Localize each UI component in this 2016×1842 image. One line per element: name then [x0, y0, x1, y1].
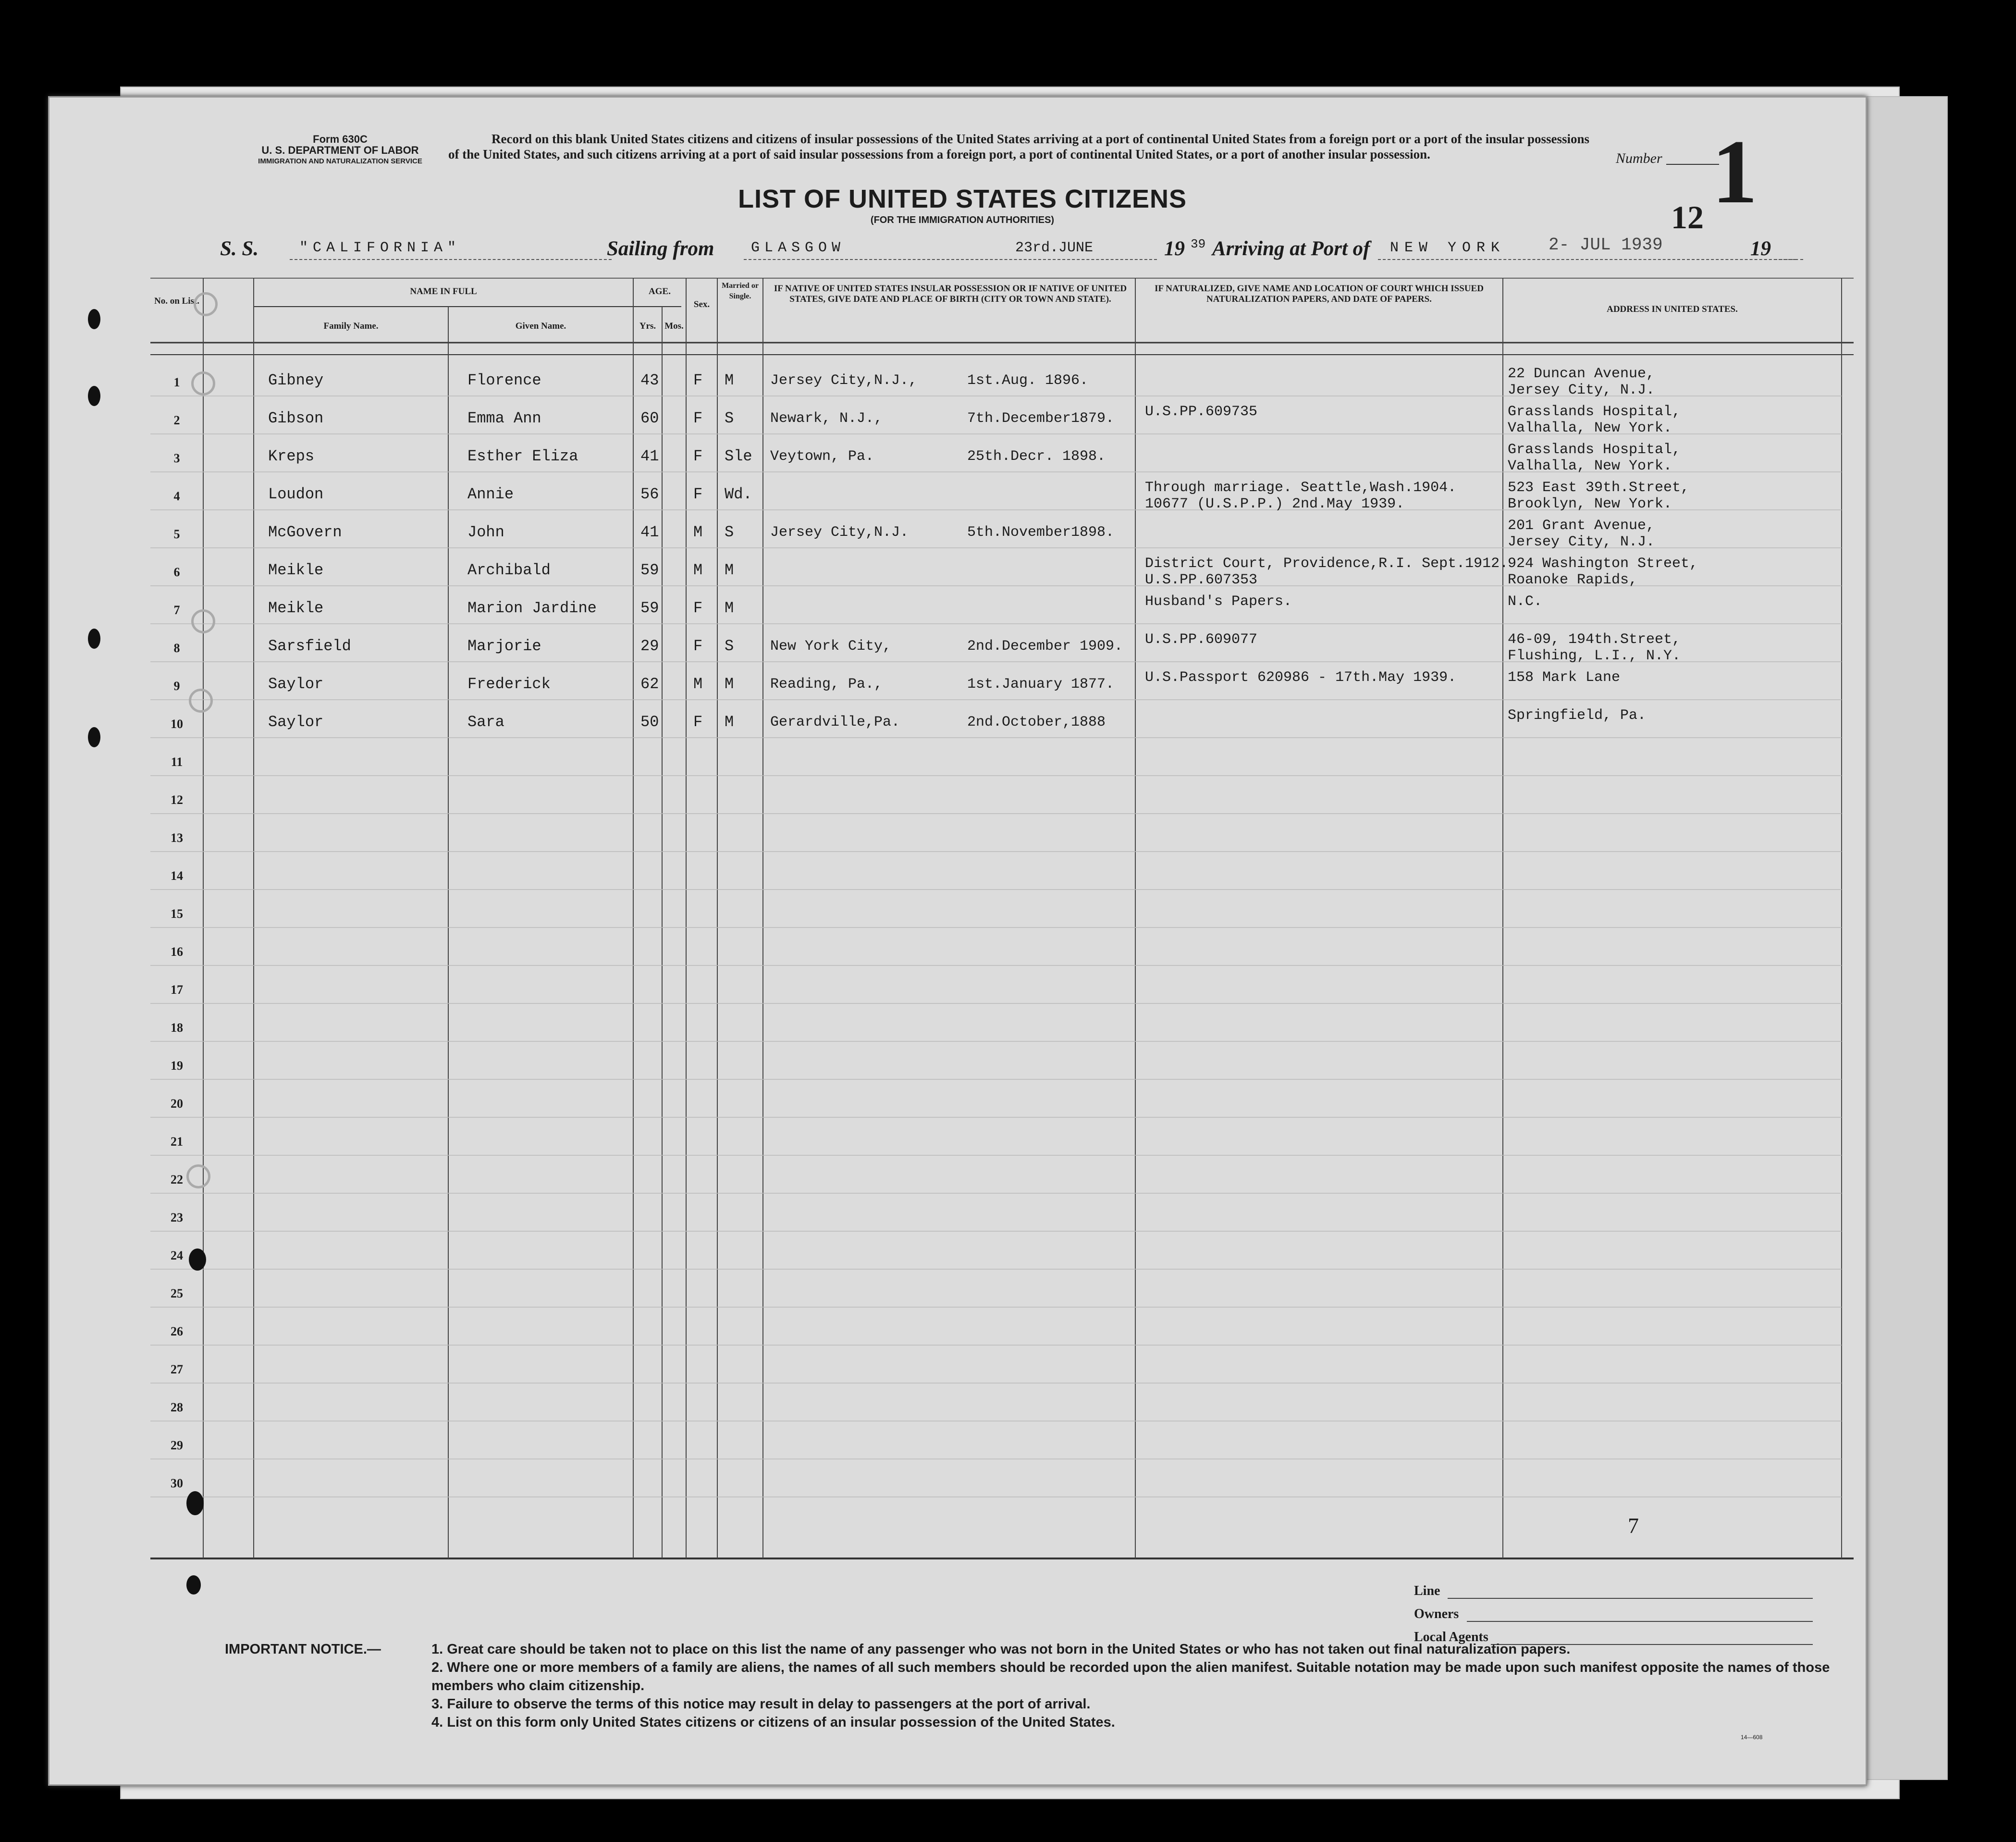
row-number: 10	[171, 717, 183, 731]
binder-hole	[186, 1491, 204, 1515]
header-birth: IF NATIVE OF UNITED STATES INSULAR POSSESSION OR IF NATIVE OF UNITED STATES, GIVE DATE AND PLACE OF BIRTH (CITY OR TOWN AND STATE).	[774, 284, 1127, 304]
header-mos: Mos.	[664, 321, 684, 331]
cell-addr1: 22 Duncan Avenue,	[1508, 366, 1655, 382]
printer-code: 14—608	[1741, 1734, 1763, 1741]
cell-ms: S	[725, 409, 734, 427]
row-number: 7	[173, 603, 180, 617]
cell-addr2: Valhalla, New York.	[1508, 420, 1672, 436]
cell-addr2: Jersey City, N.J.	[1508, 382, 1655, 398]
department-name: U. S. DEPARTMENT OF LABOR	[261, 144, 419, 156]
ss-label: S. S.	[220, 237, 259, 260]
number-underline	[1666, 164, 1719, 165]
row-number: 25	[171, 1286, 183, 1300]
cell-addr2: Valhalla, New York.	[1508, 458, 1672, 474]
cell-birth-place: Jersey City,N.J.	[770, 524, 909, 541]
port-from-blank	[744, 259, 1157, 260]
voyage-line	[49, 237, 1846, 266]
row-number: 21	[171, 1135, 183, 1149]
cell-ms: M	[725, 599, 734, 617]
cell-birth-date: 2nd.October,1888	[967, 714, 1106, 730]
cell-addr1: Grasslands Hospital,	[1508, 404, 1681, 420]
header-yrs: Yrs.	[639, 321, 656, 331]
cell-birth-place: Reading, Pa.,	[770, 676, 883, 692]
cell-given: Esther Eliza	[467, 447, 578, 465]
cell-nat1: Husband's Papers.	[1145, 593, 1292, 610]
local-agents-label: Local Agents	[1414, 1630, 1488, 1644]
cell-ms: Wd.	[725, 485, 752, 503]
cell-addr1: Springfield, Pa.	[1508, 707, 1647, 724]
row-number: 16	[171, 945, 183, 959]
page-title: LIST OF UNITED STATES CITIZENS	[738, 185, 1187, 213]
cell-given: Archibald	[467, 561, 551, 579]
cell-nat1: U.S.Passport 620986 - 17th.May 1939.	[1145, 669, 1457, 686]
cell-sex: F	[693, 447, 703, 465]
row-number: 11	[171, 755, 183, 769]
cell-sex: F	[693, 371, 703, 389]
notice-item-4: 4. List on this form only United States citizens or citizens of an insular possession of the United States.	[431, 1715, 1115, 1730]
cell-given: Sara	[467, 713, 504, 731]
number-label: Number	[1616, 150, 1662, 166]
cell-ms: Sle	[725, 447, 752, 465]
form-identifier	[220, 134, 460, 167]
port-to-blank	[1378, 259, 1796, 260]
cell-given: Emma Ann	[467, 409, 541, 427]
document-page	[48, 96, 1867, 1786]
header-married-single: Married or Single.	[722, 282, 759, 300]
cell-family: McGovern	[268, 523, 342, 541]
row-number: 12	[171, 793, 183, 807]
cell-given: Marion Jardine	[467, 599, 597, 617]
cell-age: 62	[640, 675, 659, 693]
binder-hole	[186, 1575, 201, 1595]
header-naturalized: IF NATURALIZED, GIVE NAME AND LOCATION OF COURT WHICH ISSUED NATURALIZATION PAPERS, AND DATE OF PAPERS.	[1155, 284, 1484, 304]
cell-sex: F	[693, 637, 703, 655]
row-number: 17	[171, 983, 183, 997]
header-age: AGE.	[649, 286, 671, 297]
cell-family: Kreps	[268, 447, 315, 465]
cell-birth-date: 7th.December1879.	[967, 410, 1115, 427]
binder-hole	[88, 727, 100, 747]
notice-item-2: 2. Where one or more members of a family are aliens, the names of all such members should be recorded upon the alien manifest. Suitable notation may be made upon such manifest opposite the names of those members who claim citizenship.	[431, 1660, 1830, 1694]
cell-given: Annie	[467, 485, 514, 503]
row-number: 29	[171, 1438, 183, 1452]
background-sheet	[1864, 96, 1948, 1780]
cell-addr1: N.C.	[1508, 593, 1543, 610]
cell-sex: F	[693, 599, 703, 617]
arrival-stamp: 2- JUL 1939	[1549, 235, 1663, 255]
header-address: ADDRESS IN UNITED STATES.	[1607, 304, 1738, 314]
row-number: 9	[173, 679, 180, 693]
cell-age: 50	[640, 713, 659, 731]
cell-birth-place: Jersey City,N.J.,	[770, 372, 918, 389]
cell-family: Sarsfield	[268, 637, 351, 655]
year-blank-2	[1774, 259, 1803, 260]
notice-item-3: 3. Failure to observe the terms of this notice may result in delay to passengers at the port of arrival.	[431, 1696, 1091, 1712]
ship-blank	[290, 259, 612, 260]
row-number: 20	[171, 1097, 183, 1111]
cell-birth-date: 5th.November1898.	[967, 524, 1115, 541]
header-family-name: Family Name.	[323, 321, 379, 331]
year-prefix-2: 19	[1750, 237, 1771, 260]
list-number: 1	[1712, 122, 1758, 223]
cell-sex: F	[693, 485, 703, 503]
line-blank	[1448, 1598, 1813, 1599]
page-subtitle: (FOR THE IMMIGRATION AUTHORITIES)	[870, 215, 1055, 225]
year-prefix: 19	[1164, 237, 1185, 260]
important-notice	[225, 1640, 1858, 1731]
cell-sex: M	[693, 523, 703, 541]
binder-hole	[88, 629, 100, 649]
cell-addr1: 201 Grant Avenue,	[1508, 518, 1655, 534]
binder-ring	[191, 609, 215, 633]
sailing-label: Sailing from	[607, 237, 714, 260]
binder-ring	[194, 292, 218, 316]
cell-sex: M	[693, 561, 703, 579]
cell-ms: M	[725, 561, 734, 579]
cell-family: Gibney	[268, 371, 324, 389]
passenger-table	[150, 278, 1854, 1573]
cell-addr2: Roanoke Rapids,	[1508, 572, 1638, 588]
cell-addr2: Brooklyn, New York.	[1508, 496, 1672, 512]
cell-addr2: Jersey City, N.J.	[1508, 534, 1655, 550]
row-number: 6	[173, 565, 180, 579]
cell-given: John	[467, 523, 504, 541]
cell-sex: F	[693, 713, 703, 731]
cell-family: Loudon	[268, 485, 324, 503]
cell-age: 41	[640, 523, 659, 541]
header-given-name: Given Name.	[515, 321, 566, 331]
cell-ms: M	[725, 713, 734, 731]
margin-note: 7	[1628, 1513, 1639, 1538]
row-number: 5	[173, 527, 180, 541]
cell-age: 41	[640, 447, 659, 465]
form-number: Form 630C	[313, 133, 368, 145]
cell-sex: M	[693, 675, 703, 693]
arriving-label: Arriving at Port of	[1212, 237, 1370, 260]
port-to: NEW YORK	[1390, 240, 1506, 256]
ship-name: "CALIFORNIA"	[299, 240, 461, 256]
cell-birth-place: Gerardville,Pa.	[770, 714, 900, 730]
cell-nat1: Through marriage. Seattle,Wash.1904.	[1145, 480, 1457, 496]
header-name-in-full: NAME IN FULL	[410, 286, 477, 297]
cell-family: Meikle	[268, 599, 324, 617]
cell-addr1: 46-09, 194th.Street,	[1508, 631, 1681, 648]
cell-birth-place: New York City,	[770, 638, 892, 655]
cell-birth-date: 1st.Aug. 1896.	[967, 372, 1089, 389]
cell-birth-place: Newark, N.J.,	[770, 410, 883, 427]
binder-ring	[191, 371, 215, 396]
cell-nat1: U.S.PP.609077	[1145, 631, 1258, 648]
cell-family: Saylor	[268, 713, 324, 731]
owners-label: Owners	[1414, 1607, 1459, 1621]
notice-item-1: 1. Great care should be taken not to place on this list the name of any passenger who was not born in the United States or who has not taken out final naturalization papers.	[431, 1642, 1571, 1657]
cell-age: 29	[640, 637, 659, 655]
cell-addr1: 924 Washington Street,	[1508, 556, 1698, 572]
year-suffix: 39	[1191, 237, 1206, 251]
cell-ms: S	[725, 523, 734, 541]
cell-family: Saylor	[268, 675, 324, 693]
cell-ms: M	[725, 675, 734, 693]
owners-blank	[1467, 1621, 1813, 1622]
cell-nat1: U.S.PP.609735	[1145, 404, 1258, 420]
row-number: 26	[171, 1324, 183, 1338]
row-number: 23	[171, 1211, 183, 1224]
row-number: 3	[173, 451, 180, 465]
row-number: 18	[171, 1021, 183, 1035]
header-sex: Sex.	[693, 299, 710, 309]
cell-family: Gibson	[268, 409, 324, 427]
binder-hole	[88, 309, 100, 329]
row-number: 1	[173, 375, 180, 389]
sailing-date: 23rd.JUNE	[1015, 240, 1094, 256]
cell-nat2: U.S.PP.607353	[1145, 572, 1258, 588]
row-number: 30	[171, 1476, 183, 1490]
row-number: 27	[171, 1362, 183, 1376]
row-number: 4	[173, 489, 180, 503]
row-number: 28	[171, 1400, 183, 1414]
binder-hole	[88, 386, 100, 406]
cell-given: Florence	[467, 371, 541, 389]
notice-heading: IMPORTANT NOTICE.—	[225, 1642, 381, 1657]
instructions-text: Record on this blank United States citizens and citizens of insular possessions of the United States arriving at a port of continental United States from a foreign port or a port of the insular possessions of the United States, and such citizens arriving at a port of said insular possessions from a foreign port, a port of continental United States, or a port of another insular possession.	[448, 132, 1590, 161]
cell-sex: F	[693, 409, 703, 427]
row-number: 13	[171, 831, 183, 845]
row-number: 14	[171, 869, 183, 883]
cell-nat1: District Court, Providence,R.I. Sept.1912.	[1145, 556, 1509, 572]
row-number: 8	[173, 641, 180, 655]
port-from: GLASGOW	[751, 240, 846, 256]
row-number: 19	[171, 1059, 183, 1073]
binder-ring	[186, 1164, 210, 1188]
row-number: 2	[173, 413, 180, 427]
cell-addr1: Grasslands Hospital,	[1508, 442, 1681, 458]
cell-addr1: 523 East 39th.Street,	[1508, 480, 1690, 496]
cell-family: Meikle	[268, 561, 324, 579]
sub-number: 12	[1671, 199, 1704, 235]
cell-given: Marjorie	[467, 637, 541, 655]
binder-ring	[189, 689, 213, 713]
cell-age: 60	[640, 409, 659, 427]
binder-hole	[189, 1249, 206, 1271]
row-number: 22	[171, 1173, 183, 1187]
row-number: 24	[171, 1249, 183, 1262]
cell-nat2: 10677 (U.S.P.P.) 2nd.May 1939.	[1145, 496, 1405, 512]
cell-addr2: Flushing, L.I., N.Y.	[1508, 648, 1681, 664]
cell-age: 43	[640, 371, 659, 389]
cell-birth-place: Veytown, Pa.	[770, 448, 874, 465]
cell-age: 59	[640, 561, 659, 579]
line-label: Line	[1414, 1583, 1440, 1598]
row-number: 15	[171, 907, 183, 921]
cell-ms: S	[725, 637, 734, 655]
service-name: IMMIGRATION AND NATURALIZATION SERVICE	[258, 157, 422, 165]
cell-age: 59	[640, 599, 659, 617]
header-no-on-list: No. on List.	[154, 296, 199, 306]
cell-given: Frederick	[467, 675, 551, 693]
cell-ms: M	[725, 371, 734, 389]
cell-birth-date: 2nd.December 1909.	[967, 638, 1123, 655]
cell-age: 56	[640, 485, 659, 503]
cell-addr1: 158 Mark Lane	[1508, 669, 1621, 686]
cell-birth-date: 1st.January 1877.	[967, 676, 1115, 692]
cell-birth-date: 25th.Decr. 1898.	[967, 448, 1106, 465]
